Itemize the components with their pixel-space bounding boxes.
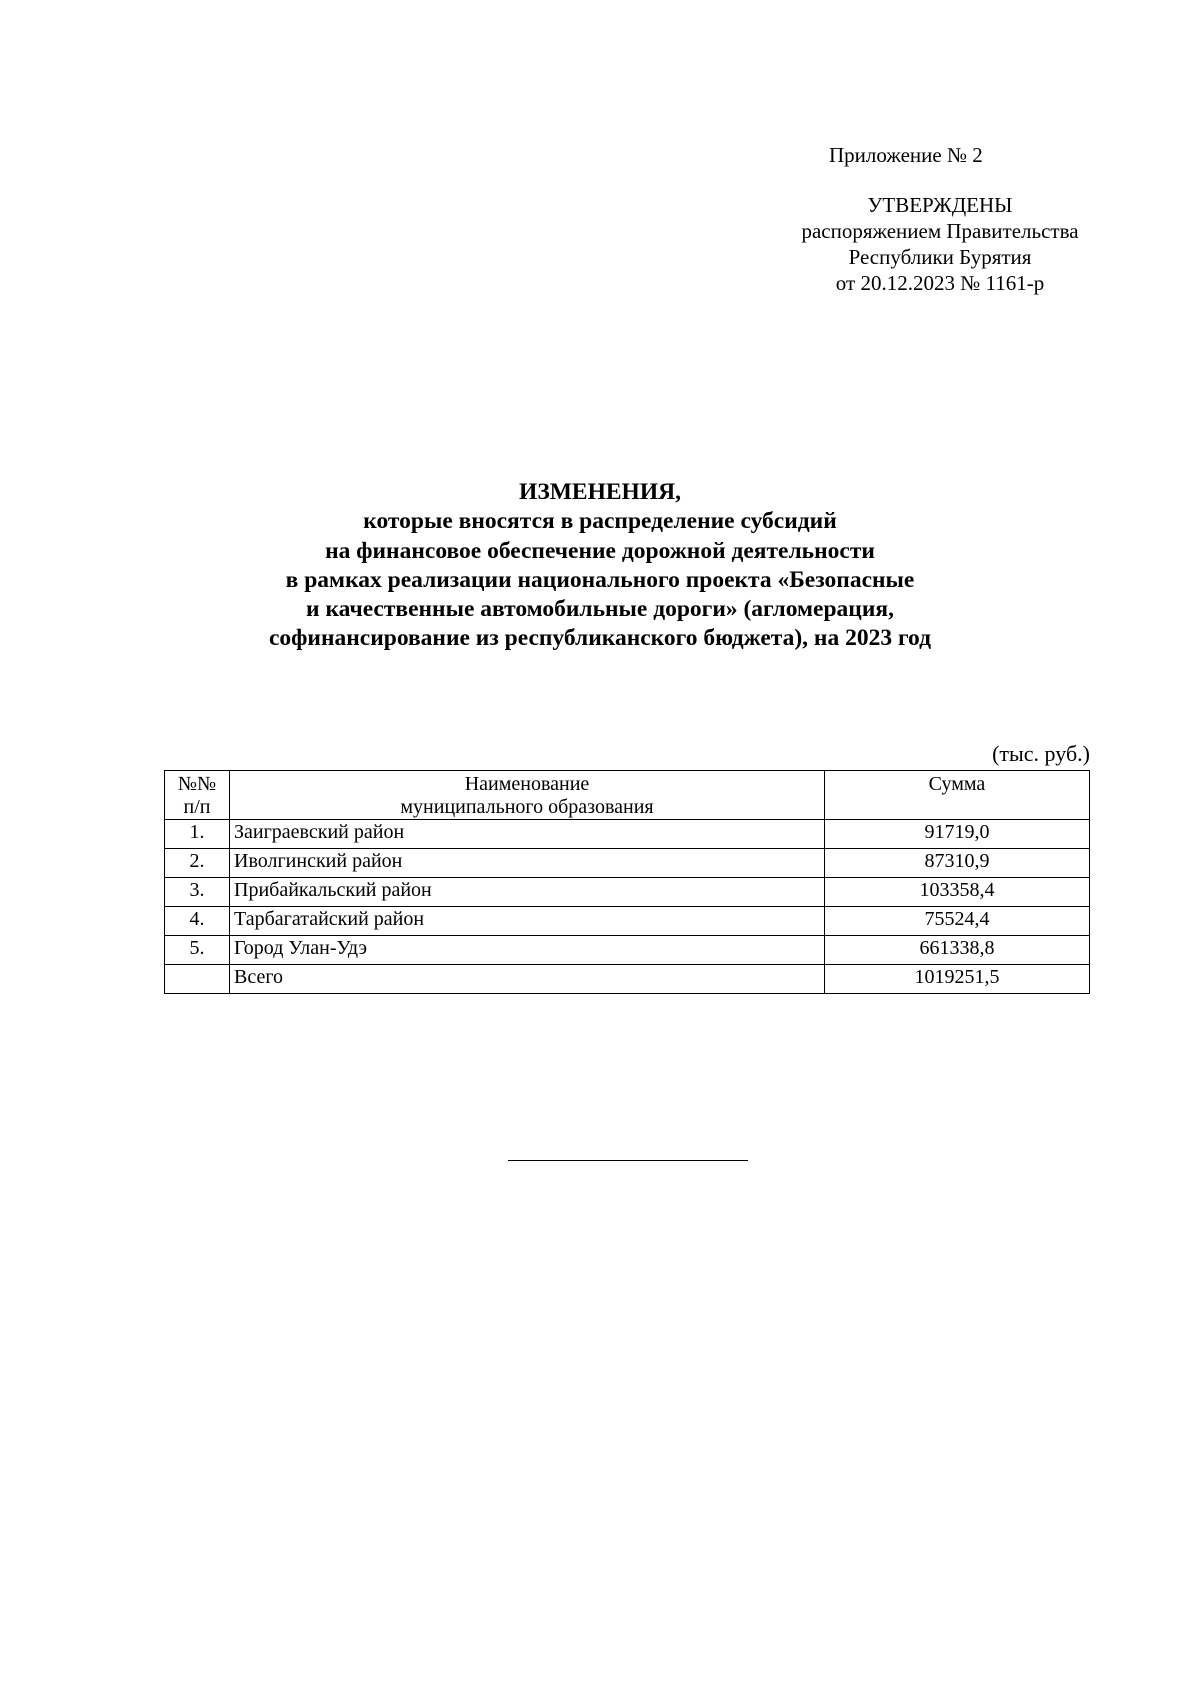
row-sum: 661338,8 — [825, 936, 1090, 965]
appendix-label: Приложение № 2 — [829, 143, 983, 167]
approved-label: УТВЕРЖДЕНЫ — [867, 193, 1013, 217]
title-line-1: ИЗМЕНЕНИЯ, — [519, 479, 681, 505]
units-label: (тыс. руб.) — [992, 741, 1090, 766]
title-line-5: и качественные автомобильные дороги» (агломерация, — [306, 596, 894, 623]
header-number-line-2: п/п — [183, 796, 211, 818]
row-sum: 103358,4 — [825, 878, 1090, 907]
total-number — [165, 965, 230, 994]
row-number: 4. — [165, 907, 230, 936]
approval-stamp — [740, 192, 1140, 296]
row-number: 3. — [165, 878, 230, 907]
distribution-table — [164, 770, 1090, 994]
approval-line-2: Республики Бурятия — [848, 245, 1032, 269]
header-name-line-1: Наименование — [464, 773, 590, 795]
table-total-row — [165, 965, 1090, 994]
header-name-line-2: муниципального образования — [400, 796, 654, 818]
row-name: Город Улан-Удэ — [230, 936, 825, 965]
row-name: Иволгинский район — [230, 849, 825, 878]
table-row — [165, 878, 1090, 907]
document-title — [100, 478, 1100, 654]
row-sum: 87310,9 — [825, 849, 1090, 878]
header-sum: Сумма — [825, 771, 1090, 820]
title-line-6: софинансирование из республиканского бюджета), на 2023 год — [268, 625, 932, 652]
table-row — [165, 907, 1090, 936]
title-line-2: которые вносятся в распределение субсидий — [363, 508, 837, 535]
header-number — [165, 771, 230, 820]
closing-separator-line — [508, 1160, 748, 1161]
row-name: Прибайкальский район — [230, 878, 825, 907]
approval-line-1: распоряжением Правительства — [801, 219, 1079, 243]
row-name: Тарбагатайский район — [230, 907, 825, 936]
row-sum: 91719,0 — [825, 820, 1090, 849]
title-line-4: в рамках реализации национального проекта «Безопасные — [285, 566, 915, 593]
row-sum: 75524,4 — [825, 907, 1090, 936]
total-sum: 1019251,5 — [825, 965, 1090, 994]
row-number: 5. — [165, 936, 230, 965]
total-label: Всего — [230, 965, 825, 994]
title-line-3: на финансовое обеспечение дорожной деятельности — [325, 537, 875, 564]
table-header-row — [165, 771, 1090, 820]
table-row — [165, 820, 1090, 849]
header-number-line-1: №№ — [177, 773, 217, 795]
row-name: Заиграевский район — [230, 820, 825, 849]
header-name — [230, 771, 825, 820]
approval-line-3: от 20.12.2023 № 1161-р — [835, 271, 1045, 295]
table-row — [165, 936, 1090, 965]
row-number: 2. — [165, 849, 230, 878]
row-number: 1. — [165, 820, 230, 849]
table-row — [165, 849, 1090, 878]
